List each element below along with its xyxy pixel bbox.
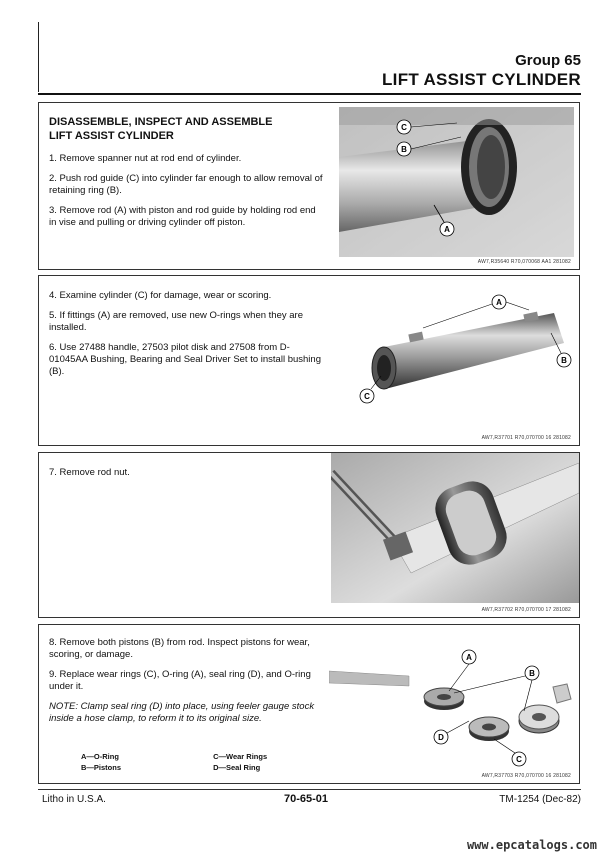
pistons-photo <box>329 641 579 771</box>
section-heading-line2: LIFT ASSIST CYLINDER <box>49 130 174 142</box>
section-heading-line1: DISASSEMBLE, INSPECT AND ASSEMBLE <box>49 116 273 128</box>
page-number: 70-65-01 <box>284 793 329 805</box>
panel-2-text <box>49 290 324 386</box>
rod-nut-photo <box>331 453 579 603</box>
page-title: LIFT ASSIST CYLINDER <box>382 70 581 89</box>
cylinder-rod-photo <box>339 107 574 257</box>
callout-b-label: B <box>401 145 407 154</box>
footer-rule <box>38 789 581 790</box>
section-heading <box>49 115 324 143</box>
margin-line <box>38 22 39 92</box>
step-9: 9. Replace wear rings (C), O-ring (A), seal ring (D), and O-ring under it. <box>49 669 311 692</box>
group-label: Group 65 <box>515 52 581 69</box>
cylinder-body-photo <box>339 288 574 428</box>
photo-caption: AW7,R37701 R70,070700 16 281082 <box>481 435 571 441</box>
step-3: 3. Remove rod (A) with piston and rod guide by holding rod end in vise and pulling or driving cylinder off piston. <box>49 205 316 228</box>
panel-4-text <box>49 637 324 733</box>
legend-d: D—Seal Ring <box>213 763 261 772</box>
step-5: 5. If fittings (A) are removed, use new O-rings when they are installed. <box>49 310 303 333</box>
photo-caption: AW7,R35640 R70,070068 AA1 281082 <box>477 259 571 265</box>
legend-b: B—Pistons <box>81 763 122 772</box>
photo-caption: AW7,R37702 R70,070700 17 281082 <box>481 607 571 613</box>
step-1: 1. Remove spanner nut at rod end of cylinder. <box>49 153 242 164</box>
step-4: 4. Examine cylinder (C) for damage, wear or scoring. <box>49 290 272 301</box>
callout-a-label: A <box>496 298 502 307</box>
panel-pistons <box>38 624 580 784</box>
step-2: 2. Push rod guide (C) into cylinder far enough to allow removal of retaining ring (B). <box>49 173 323 196</box>
callout-a <box>440 222 454 236</box>
panel-1-text <box>49 115 324 237</box>
callout-a <box>449 650 476 691</box>
panel-disassemble <box>38 102 580 270</box>
callout-a-label: A <box>466 653 472 662</box>
legend-c: C—Wear Rings <box>213 752 268 761</box>
panel-3-text <box>49 467 309 487</box>
legend-a: A—O-Ring <box>81 752 119 761</box>
parts-legend <box>81 751 343 773</box>
callout-c <box>494 739 526 766</box>
callout-a-label: A <box>444 225 450 234</box>
photo-caption: AW7,R37703 R70,070700 16 281082 <box>481 773 571 779</box>
callout-b-label: B <box>529 669 535 678</box>
callout-d-label: D <box>438 733 444 742</box>
callout-c <box>360 376 381 403</box>
watermark: www.epcatalogs.com <box>466 838 597 852</box>
callout-b <box>454 666 539 711</box>
step-6: 6. Use 27488 handle, 27503 pilot disk and 27508 from D-01045AA Bushing, Bearing and Seal Driver Set to install bushing (B). <box>49 342 321 377</box>
callout-d <box>434 721 469 744</box>
footer-litho: Litho in U.S.A. <box>42 794 106 805</box>
step-7: 7. Remove rod nut. <box>49 467 130 478</box>
callout-c-label: C <box>401 123 407 132</box>
panel-inspect <box>38 275 580 446</box>
step-8: 8. Remove both pistons (B) from rod. Inspect pistons for wear, scoring, or damage. <box>49 637 310 660</box>
note: NOTE: Clamp seal ring (D) into place, using feeler gauge stock inside a hose clamp, to reform it to its original size. <box>49 701 315 724</box>
callout-c-label: C <box>364 392 370 401</box>
callout-c-label: C <box>516 755 522 764</box>
callout-b-label: B <box>561 356 567 365</box>
title-rule <box>38 93 581 95</box>
panel-rod-nut <box>38 452 580 618</box>
manual-id: TM-1254 (Dec-82) <box>499 794 581 805</box>
